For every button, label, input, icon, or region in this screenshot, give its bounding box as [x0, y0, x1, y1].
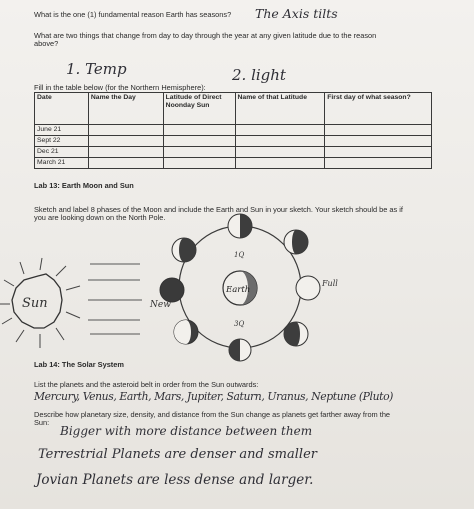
table-cell[interactable] [325, 136, 432, 147]
q1-question: What is the one (1) fundamental reason Earth has seasons? [34, 10, 232, 19]
moon-new [160, 278, 184, 302]
q2-answer-1: 1. Temp [66, 60, 127, 78]
table-cell[interactable] [163, 158, 235, 169]
sketch-label-earth: Earth [226, 285, 251, 295]
table-cell[interactable] [163, 136, 235, 147]
table-cell[interactable] [325, 158, 432, 169]
header-date: Date [35, 93, 89, 125]
moon-full [296, 276, 320, 300]
header-latitude: Latitude of Direct Noonday Sun [163, 93, 235, 125]
lab13-title: Lab 13: Earth Moon and Sun [34, 181, 134, 190]
table-intro: Fill in the table below (for the Northern Hemisphere): [34, 83, 206, 92]
sketch-label-first-quarter: 1Q [234, 251, 245, 259]
table-cell[interactable] [88, 147, 163, 158]
lab13-instructions-line1: Sketch and label 8 phases of the Moon and include the Earth and Sun in your sketch. Your sketch should be as if [34, 205, 403, 214]
row-date: June 21 [35, 125, 89, 136]
q2-answer-2: 2. light [232, 66, 286, 84]
lab13-instructions-line2: you are looking down on the North Pole. [34, 213, 166, 222]
table-cell[interactable] [325, 147, 432, 158]
table-cell[interactable] [88, 125, 163, 136]
sketch-label-third-quarter: 3Q [234, 320, 245, 328]
table-header-row [35, 93, 432, 125]
header-name-the-day: Name the Day [88, 93, 163, 125]
table-row [35, 158, 432, 169]
lab14-title: Lab 14: The Solar System [34, 360, 124, 369]
table-cell[interactable] [88, 158, 163, 169]
northern-hemisphere-table [34, 92, 432, 169]
row-date: Sept 22 [35, 136, 89, 147]
row-date: Dec 21 [35, 147, 89, 158]
table-cell[interactable] [163, 125, 235, 136]
table-row [35, 125, 432, 136]
lab14-answer-2-line3: Jovian Planets are less dense and larger. [36, 472, 314, 488]
q1-answer: The Axis tilts [255, 6, 338, 21]
table-cell[interactable] [235, 158, 325, 169]
moon-phase-sketch [0, 212, 474, 362]
lab14-question-1: List the planets and the asteroid belt in order from the Sun outwards: [34, 380, 259, 389]
header-season: First day of what season? [325, 93, 432, 125]
table-cell[interactable] [88, 136, 163, 147]
lab14-answer-1: Mercury, Venus, Earth, Mars, Jupiter, Saturn, Uranus, Neptune (Pluto) [34, 390, 393, 403]
table-row [35, 136, 432, 147]
table-row [35, 147, 432, 158]
table-cell[interactable] [163, 147, 235, 158]
table-cell[interactable] [325, 125, 432, 136]
sketch-label-new: New [150, 300, 171, 310]
q2-question-line1: What are two things that change from day to day through the year at any given latitude due to the reason [34, 31, 377, 40]
q2-question-line2: above? [34, 39, 59, 48]
row-date: March 21 [35, 158, 89, 169]
lab14-answer-2-line1: Bigger with more distance between them [60, 424, 313, 438]
table-cell[interactable] [235, 147, 325, 158]
lab14-question-2-line2: Sun: [34, 418, 50, 427]
lab14-answer-2-line2: Terrestrial Planets are denser and smaller [38, 447, 317, 462]
header-latitude-name: Name of that Latitude [235, 93, 325, 125]
sketch-label-sun: Sun [22, 296, 48, 311]
table-cell[interactable] [235, 136, 325, 147]
lab14-question-2-line1: Describe how planetary size, density, and distance from the Sun change as planets get farther away from the [34, 410, 391, 419]
sketch-label-full: Full [322, 279, 338, 288]
table-cell[interactable] [235, 125, 325, 136]
sunlight-lines [88, 264, 142, 334]
